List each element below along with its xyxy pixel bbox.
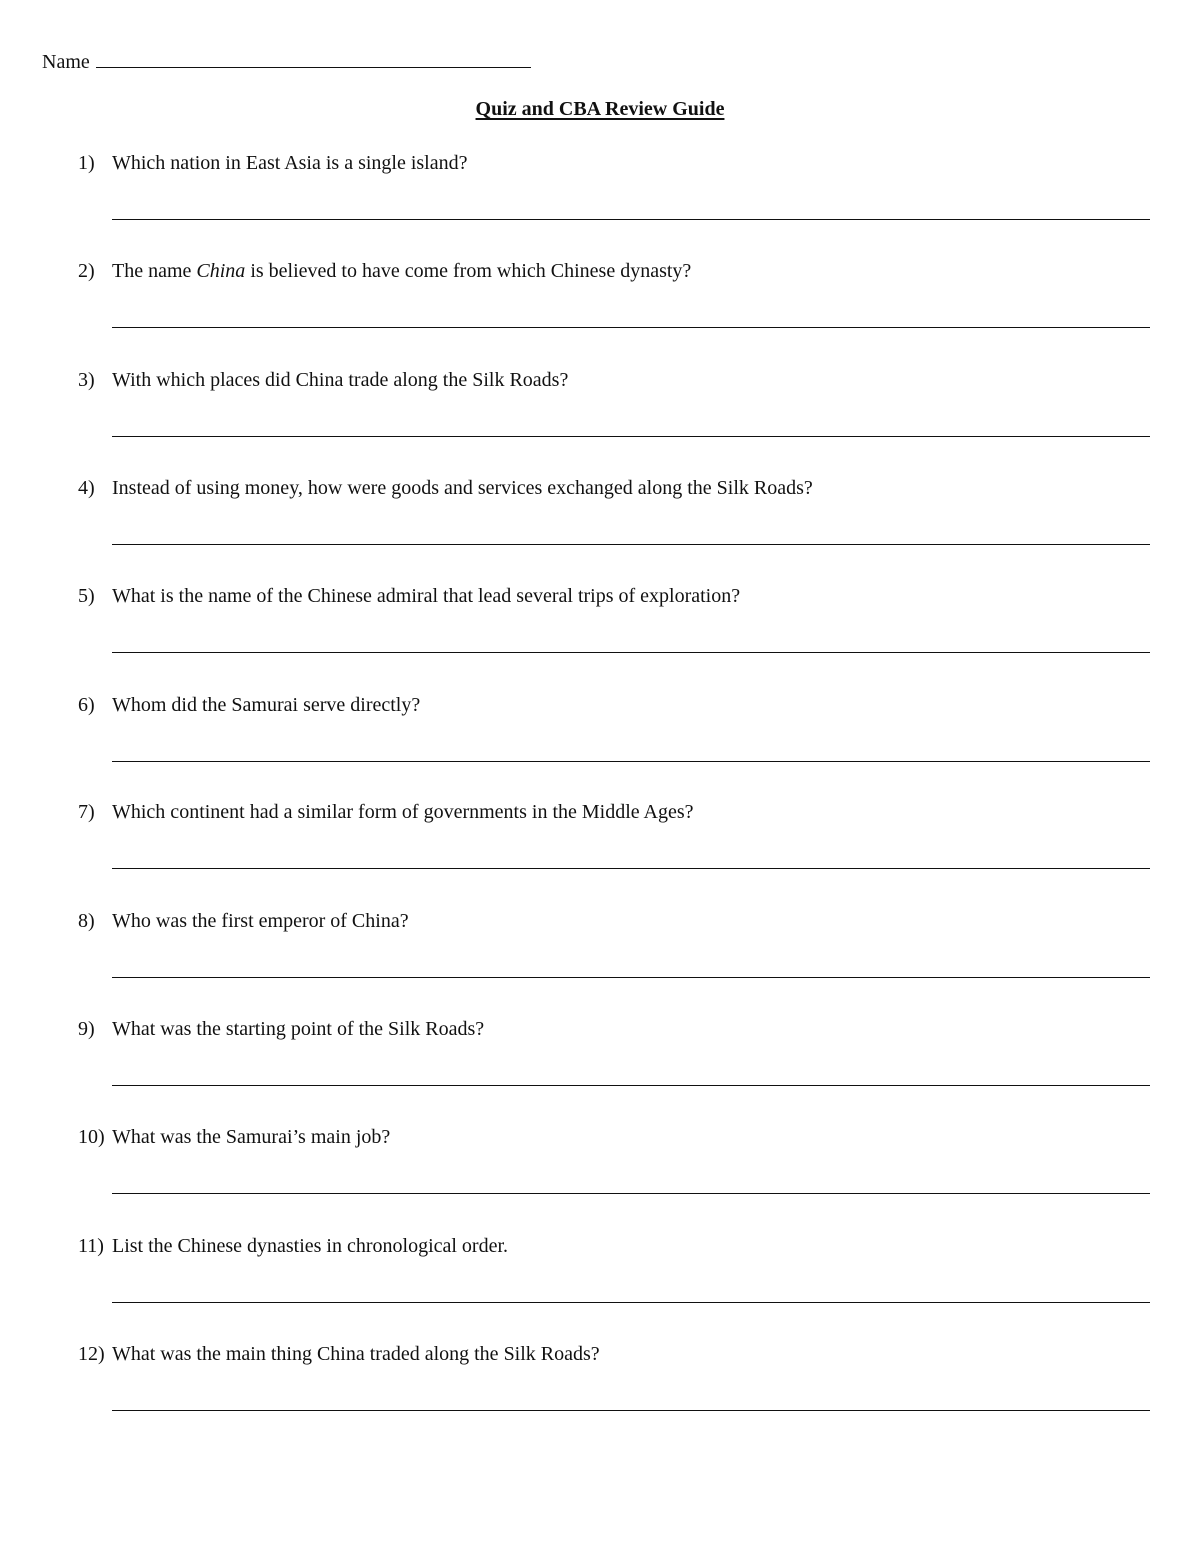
answer-line[interactable] — [112, 436, 1150, 437]
answer-line[interactable] — [112, 219, 1150, 220]
question-item — [78, 260, 1150, 360]
answer-line[interactable] — [112, 1410, 1150, 1411]
question-text-after: is believed to have come from which Chinese dynasty? — [245, 260, 692, 282]
question-item — [78, 1126, 1150, 1226]
answer-line[interactable] — [112, 1085, 1150, 1086]
answer-line[interactable] — [112, 868, 1150, 869]
answer-line[interactable] — [112, 544, 1150, 545]
answer-line[interactable] — [112, 1193, 1150, 1194]
answer-line[interactable] — [112, 652, 1150, 653]
question-number: 6) — [78, 694, 95, 716]
question-item — [78, 1343, 1150, 1443]
question-text: What was the starting point of the Silk Roads? — [112, 1018, 485, 1040]
question-item — [78, 1235, 1150, 1335]
question-item — [78, 152, 1150, 252]
answer-line[interactable] — [112, 977, 1150, 978]
answer-line[interactable] — [112, 327, 1150, 328]
question-text: With which places did China trade along the Silk Roads? — [112, 369, 569, 391]
name-answer-line[interactable] — [96, 45, 531, 68]
question-item — [78, 801, 1150, 901]
question-text: List the Chinese dynasties in chronological order. — [112, 1235, 509, 1257]
question-number: 12) — [78, 1343, 105, 1365]
question-text — [112, 260, 691, 283]
question-number: 7) — [78, 801, 95, 823]
question-number: 11) — [78, 1235, 104, 1257]
answer-line[interactable] — [112, 761, 1150, 762]
page-title: Quiz and CBA Review Guide — [475, 98, 725, 120]
question-number: 2) — [78, 260, 95, 282]
question-number: 1) — [78, 152, 95, 174]
question-item — [78, 910, 1150, 1010]
question-number: 5) — [78, 585, 95, 607]
question-item — [78, 694, 1150, 794]
answer-line[interactable] — [112, 1302, 1150, 1303]
name-label: Name — [42, 51, 90, 73]
question-number: 9) — [78, 1018, 95, 1040]
question-text: What was the Samurai’s main job? — [112, 1126, 391, 1148]
question-text-before: The name — [112, 260, 197, 282]
question-text: Which nation in East Asia is a single island? — [112, 152, 468, 174]
question-text: What is the name of the Chinese admiral that lead several trips of exploration? — [112, 585, 741, 607]
question-number: 8) — [78, 910, 95, 932]
question-number: 4) — [78, 477, 95, 499]
question-text: Which continent had a similar form of governments in the Middle Ages? — [112, 801, 694, 823]
question-item — [78, 369, 1150, 469]
question-item — [78, 477, 1150, 577]
question-text: What was the main thing China traded along the Silk Roads? — [112, 1343, 600, 1365]
question-number: 3) — [78, 369, 95, 391]
question-item — [78, 1018, 1150, 1118]
name-row — [42, 45, 531, 74]
question-text-italic: China — [196, 260, 246, 282]
question-text: Instead of using money, how were goods and services exchanged along the Silk Roads? — [112, 477, 813, 499]
question-text: Whom did the Samurai serve directly? — [112, 694, 421, 716]
question-item — [78, 585, 1150, 685]
question-text: Who was the first emperor of China? — [112, 910, 409, 932]
question-number: 10) — [78, 1126, 105, 1148]
